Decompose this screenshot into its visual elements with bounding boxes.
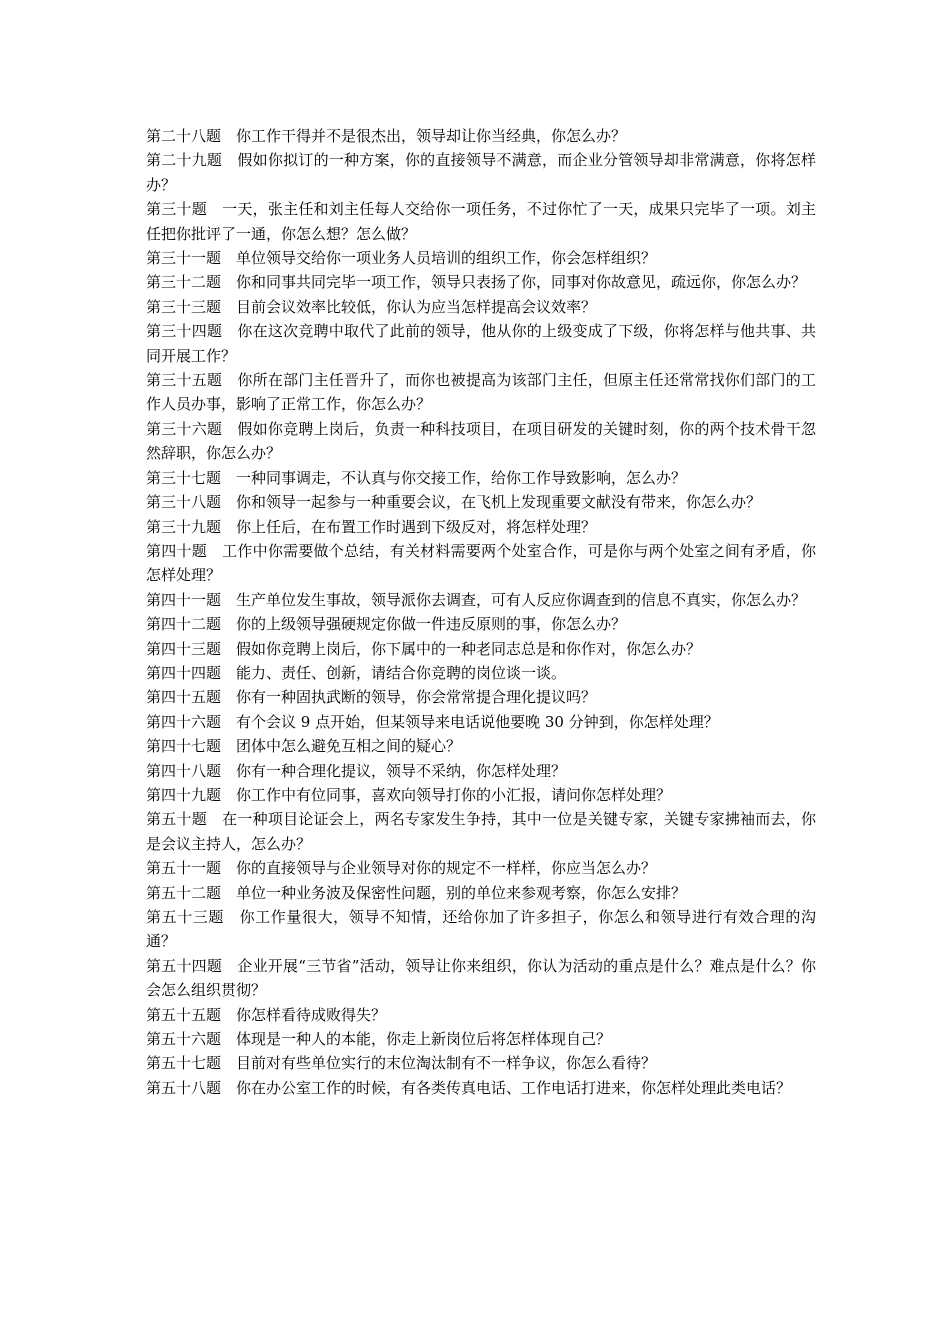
- question-item: [146, 734, 816, 758]
- question-number: 第四十题: [146, 541, 207, 560]
- question-text: 团体中怎么避免互相之间的疑心？: [236, 737, 462, 756]
- question-text: 体现是一种人的本能，你走上新岗位后将怎样体现自己？: [236, 1030, 612, 1049]
- question-number: 第三十题: [146, 200, 207, 219]
- question-number: 第五十一题: [146, 859, 222, 878]
- question-number: 第四十一题: [146, 590, 222, 609]
- question-item: [146, 368, 816, 417]
- question-number: 第四十七题: [146, 737, 222, 756]
- question-number: 第四十二题: [146, 615, 222, 634]
- question-text: 生产单位发生事故，领导派你去调查，可有人反应你调查到的信息不真实，你怎么办？: [236, 590, 807, 609]
- question-item: [146, 539, 816, 588]
- question-text: 假如你竞聘上岗后，负责一种科技项目，在项目研发的关键时刻，你的两个技术骨干忽然辞职，你怎么办？: [146, 419, 816, 463]
- question-item: [146, 637, 816, 661]
- question-text: 你工作量很大，领导不知情，还给你加了许多担子，你怎么和领导进行有效合理的沟通？: [146, 908, 816, 951]
- question-number: 第三十二题: [146, 273, 222, 292]
- question-text: 你的直接领导与企业领导对你的规定不一样样，你应当怎么办？: [236, 859, 657, 878]
- question-item: [146, 466, 816, 490]
- question-number: 第三十六题: [146, 419, 223, 438]
- question-item: [146, 1027, 816, 1051]
- question-number: 第五十五题: [146, 1005, 222, 1024]
- question-number: 第四十九题: [146, 785, 222, 804]
- question-item: [146, 1003, 816, 1027]
- question-text: 目前对有些单位实行的末位淘汰制有不一样争议，你怎么看待？: [236, 1054, 657, 1073]
- question-text: 一种同事调走，不认真与你交接工作，给你工作导致影响，怎么办？: [236, 468, 687, 487]
- question-text: 假如你竞聘上岗后，你下属中的一种老同志总是和你作对，你怎么办？: [236, 639, 702, 658]
- question-item: [146, 1051, 816, 1075]
- question-item: [146, 270, 816, 294]
- question-text: 你怎样看待成败得失？: [236, 1005, 387, 1024]
- question-number: 第二十九题: [146, 151, 223, 170]
- question-text: 假如你拟订的一种方案，你的直接领导不满意，而企业分管领导却非常满意，你将怎样办？: [146, 151, 816, 194]
- question-item: [146, 807, 816, 856]
- question-text: 你工作中有位同事，喜欢向领导打你的小汇报，请问你怎样处理？: [236, 785, 672, 804]
- question-item: [146, 905, 816, 954]
- question-text: 你和同事共同完毕一项工作，领导只表扬了你，同事对你故意见，疏远你，你怎么办？: [236, 273, 807, 292]
- question-item: [146, 417, 816, 466]
- question-text: 你和领导一起参与一种重要会议，在飞机上发现重要文献没有带来，你怎么办？: [236, 493, 762, 512]
- question-number: 第二十八题: [146, 127, 222, 145]
- question-number: 第四十三题: [146, 639, 222, 658]
- question-item: [146, 759, 816, 783]
- question-item: [146, 515, 816, 539]
- question-text: 你工作干得并不是很杰出，领导却让你当经典，你怎么办？: [236, 127, 627, 145]
- question-text: 你的上级领导强硬规定你做一件违反原则的事，你怎么办？: [236, 615, 627, 634]
- question-number: 第三十一题: [146, 249, 222, 268]
- question-text: 你有一种固执武断的领导，你会常常提合理化提议吗？: [236, 688, 597, 707]
- question-number: 第四十五题: [146, 688, 222, 707]
- question-item: [146, 124, 816, 148]
- question-item: [146, 246, 816, 270]
- question-number: 第五十三题: [146, 908, 224, 926]
- question-item: [146, 197, 816, 246]
- question-number: 第五十题: [146, 810, 207, 829]
- question-text: 你在办公室工作的时候，有各类传真电话、工作电话打进来，你怎样处理此类电话？: [236, 1078, 792, 1097]
- question-item: [146, 954, 816, 1003]
- question-text: 你上任后，在布置工作时遇到下级反对，将怎样处理？: [236, 517, 597, 536]
- question-number: 第五十八题: [146, 1078, 222, 1097]
- question-number: 第三十九题: [146, 517, 222, 536]
- question-number: 第五十六题: [146, 1030, 222, 1049]
- question-text: 目前会议效率比较低，你认为应当怎样提高会议效率？: [236, 297, 597, 316]
- question-number: 第三十七题: [146, 468, 222, 487]
- document-body: [146, 124, 816, 1100]
- question-text: 单位领导交给你一项业务人员培训的组织工作，你会怎样组织？: [236, 249, 657, 268]
- question-item: [146, 881, 816, 905]
- question-text: 你所在部门主任晋升了，而你也被提高为该部门主任，但原主任还常常找你们部门的工作人员办事，影响了正常工作，你怎么办？: [146, 371, 816, 414]
- question-number: 第五十七题: [146, 1054, 222, 1073]
- question-item: [146, 685, 816, 709]
- question-item: [146, 1076, 816, 1100]
- question-text: 一天，张主任和刘主任每人交给你一项任务，不过你忙了一天，成果只完毕了一项。刘主任把你批评了一通，你怎么想？怎么做？: [146, 200, 816, 243]
- question-item: [146, 856, 816, 880]
- question-number: 第五十二题: [146, 883, 222, 902]
- question-text: 有个会议 9 点开始，但某领导来电话说他要晚 30 分钟到，你怎样处理？: [236, 712, 719, 731]
- question-item: [146, 490, 816, 514]
- question-item: [146, 319, 816, 368]
- question-item: [146, 783, 816, 807]
- question-item: [146, 612, 816, 636]
- question-number: 第四十八题: [146, 761, 222, 780]
- question-number: 第五十四题: [146, 956, 223, 975]
- question-number: 第三十五题: [146, 371, 223, 390]
- question-text: 在一种项目论证会上，两名专家发生争持，其中一位是关键专家，关键专家拂袖而去，你是会议主持人，怎么办？: [146, 810, 816, 853]
- question-item: [146, 661, 816, 685]
- question-number: 第四十六题: [146, 712, 222, 731]
- question-number: 第三十三题: [146, 297, 222, 316]
- question-text: 能力、责任、创新，请结合你竞聘的岗位谈一谈。: [236, 663, 567, 682]
- question-number: 第三十八题: [146, 493, 222, 512]
- question-text: 单位一种业务波及保密性问题，别的单位来参观考察，你怎么安排？: [236, 883, 687, 902]
- question-number: 第四十四题: [146, 663, 222, 682]
- question-item: [146, 710, 816, 734]
- question-text: 企业开展“三节省”活动，领导让你来组织，你认为活动的重点是什么？难点是什么？你会怎么组织贯彻？: [146, 956, 816, 1000]
- question-text: 你有一种合理化提议，领导不采纳，你怎样处理？: [236, 761, 567, 780]
- question-item: [146, 295, 816, 319]
- question-text: 你在这次竞聘中取代了此前的领导，他从你的上级变成了下级，你将怎样与他共事、共同开展工作？: [146, 322, 816, 365]
- question-text: 工作中你需要做个总结，有关材料需要两个处室合作，可是你与两个处室之间有矛盾，你怎样处理？: [146, 541, 816, 585]
- question-number: 第三十四题: [146, 322, 223, 341]
- question-item: [146, 588, 816, 612]
- question-item: [146, 148, 816, 197]
